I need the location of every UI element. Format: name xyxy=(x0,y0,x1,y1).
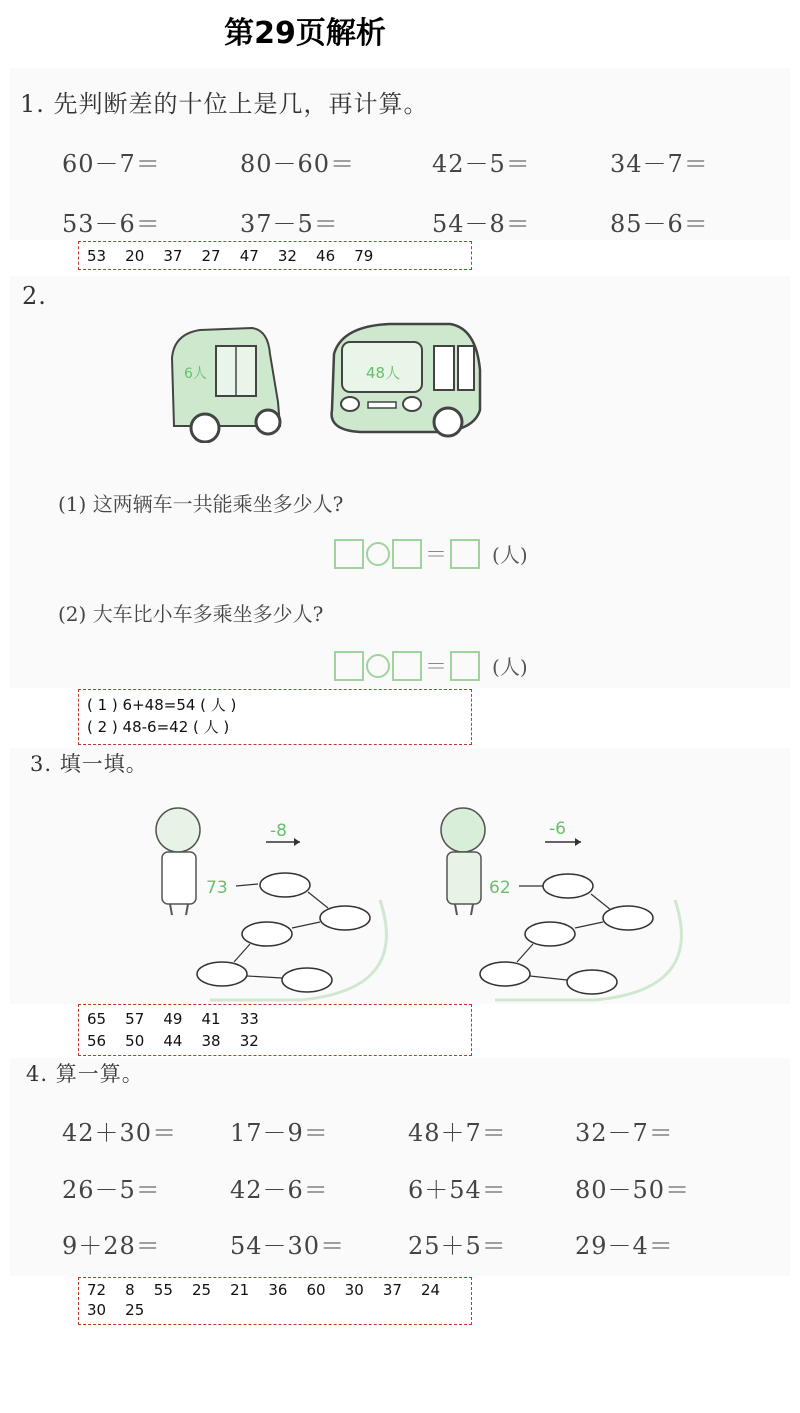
q1-eq: 34－7＝ xyxy=(610,150,709,178)
answer-oval xyxy=(567,970,617,994)
answer: 53 xyxy=(87,247,107,265)
q4-eq: 32－7＝ xyxy=(575,1119,674,1147)
operator-circle xyxy=(366,542,390,566)
answer: 25 xyxy=(125,1301,145,1319)
q4-eq: 48＋7＝ xyxy=(408,1119,507,1147)
q1-eq: 85－6＝ xyxy=(610,210,709,238)
answer-line: ( 1 ) 6+48=54 ( 人 ) xyxy=(87,696,237,714)
answer-oval xyxy=(480,962,530,986)
answer: 8 xyxy=(125,1281,135,1299)
q4-eq: 54－30＝ xyxy=(230,1232,346,1260)
q1-eq: 53－6＝ xyxy=(62,210,161,238)
q3-right-diagram xyxy=(435,800,695,1005)
blank-box xyxy=(334,539,364,569)
unit-label: (人) xyxy=(492,543,528,567)
girl-figure-icon xyxy=(156,808,200,852)
answer: 57 xyxy=(125,1010,145,1028)
big-bus-label: 48人 xyxy=(366,364,401,382)
answer: 20 xyxy=(125,247,145,265)
answer-line xyxy=(87,1030,463,1052)
q3-answer-box xyxy=(78,1004,472,1056)
start-number: 73 xyxy=(206,878,228,898)
q4-eq: 42－6＝ xyxy=(230,1176,329,1204)
girl-figure-icon xyxy=(441,808,485,852)
answer: 46 xyxy=(316,247,336,265)
answer: 32 xyxy=(277,247,297,265)
q4-eq: 25＋5＝ xyxy=(408,1232,507,1260)
q2-subquestion-1: (1) 这两辆车一共能乘坐多少人? xyxy=(58,492,344,516)
q3-left-diagram xyxy=(150,800,410,1005)
q1-heading: 1. 先判断差的十位上是几，再计算。 xyxy=(20,90,429,118)
answer: 44 xyxy=(163,1032,183,1050)
q2-answer-template-1: ＝ (人) xyxy=(334,538,528,569)
answer: 30 xyxy=(344,1281,364,1299)
answer: 37 xyxy=(382,1281,402,1299)
answer-oval xyxy=(260,873,310,897)
q4-eq: 26－5＝ xyxy=(62,1176,161,1204)
answer: 38 xyxy=(201,1032,221,1050)
unit-label: (人) xyxy=(492,655,528,679)
q1-answer-box xyxy=(78,241,472,270)
operation-label: -8 xyxy=(270,821,287,841)
big-bus-illustration xyxy=(320,318,488,446)
answer-oval xyxy=(543,874,593,898)
answer-oval xyxy=(320,906,370,930)
q2-subquestion-2: (2) 大车比小车多乘坐多少人? xyxy=(58,602,324,626)
operation-label: -6 xyxy=(549,819,566,839)
page-title: 第29页解析 xyxy=(224,16,386,51)
operator-circle xyxy=(366,654,390,678)
answer-line xyxy=(87,1008,463,1030)
q1-eq: 80－60＝ xyxy=(240,150,356,178)
q4-eq: 80－50＝ xyxy=(575,1176,691,1204)
blank-box xyxy=(334,651,364,681)
q4-eq: 6＋54＝ xyxy=(408,1176,507,1204)
q2-answer-template-2: ＝ (人) xyxy=(334,650,528,681)
small-car-label: 6人 xyxy=(184,366,207,382)
answer-line: ( 2 ) 48-6=42 ( 人 ) xyxy=(87,718,230,736)
q1-eq: 42－5＝ xyxy=(432,150,531,178)
answer-line xyxy=(87,1300,463,1320)
q4-eq: 17－9＝ xyxy=(230,1119,329,1147)
q4-eq: 42＋30＝ xyxy=(62,1119,178,1147)
blank-box xyxy=(450,651,480,681)
answer: 25 xyxy=(191,1281,212,1299)
answer: 72 xyxy=(87,1281,107,1299)
answer: 41 xyxy=(201,1010,221,1028)
q1-eq: 60－7＝ xyxy=(62,150,161,178)
answer: 32 xyxy=(239,1032,259,1050)
q2-answer-box xyxy=(78,689,472,745)
answer: 47 xyxy=(239,247,259,265)
blank-box xyxy=(392,539,422,569)
q2-heading: 2. xyxy=(22,282,47,310)
answer: 24 xyxy=(421,1281,441,1299)
answer: 27 xyxy=(201,247,221,265)
answer: 65 xyxy=(87,1010,107,1028)
answer: 60 xyxy=(306,1281,326,1299)
answer: 56 xyxy=(87,1032,107,1050)
answer: 79 xyxy=(354,247,374,265)
answer-oval xyxy=(603,906,653,930)
q4-answer-box xyxy=(78,1277,472,1325)
answer: 50 xyxy=(125,1032,145,1050)
answer: 33 xyxy=(239,1010,259,1028)
answer-oval xyxy=(197,962,247,986)
small-car-illustration xyxy=(160,318,295,443)
q4-eq: 29－4＝ xyxy=(575,1232,674,1260)
answer: 36 xyxy=(268,1281,288,1299)
answer: 55 xyxy=(153,1281,173,1299)
answer-line xyxy=(87,1280,463,1300)
blank-box xyxy=(392,651,422,681)
q1-eq: 37－5＝ xyxy=(240,210,339,238)
q4-heading: 4. 算一算。 xyxy=(26,1062,144,1086)
answer: 21 xyxy=(230,1281,250,1299)
answer: 30 xyxy=(87,1301,107,1319)
answer-oval xyxy=(282,968,332,992)
answer-oval xyxy=(525,922,575,946)
q3-heading: 3. 填一填。 xyxy=(30,752,148,776)
answer-oval xyxy=(242,922,292,946)
q1-eq: 54－8＝ xyxy=(432,210,531,238)
answer: 37 xyxy=(163,247,183,265)
q4-eq: 9＋28＝ xyxy=(62,1232,161,1260)
blank-box xyxy=(450,539,480,569)
start-number: 62 xyxy=(489,878,511,898)
answer: 49 xyxy=(163,1010,183,1028)
